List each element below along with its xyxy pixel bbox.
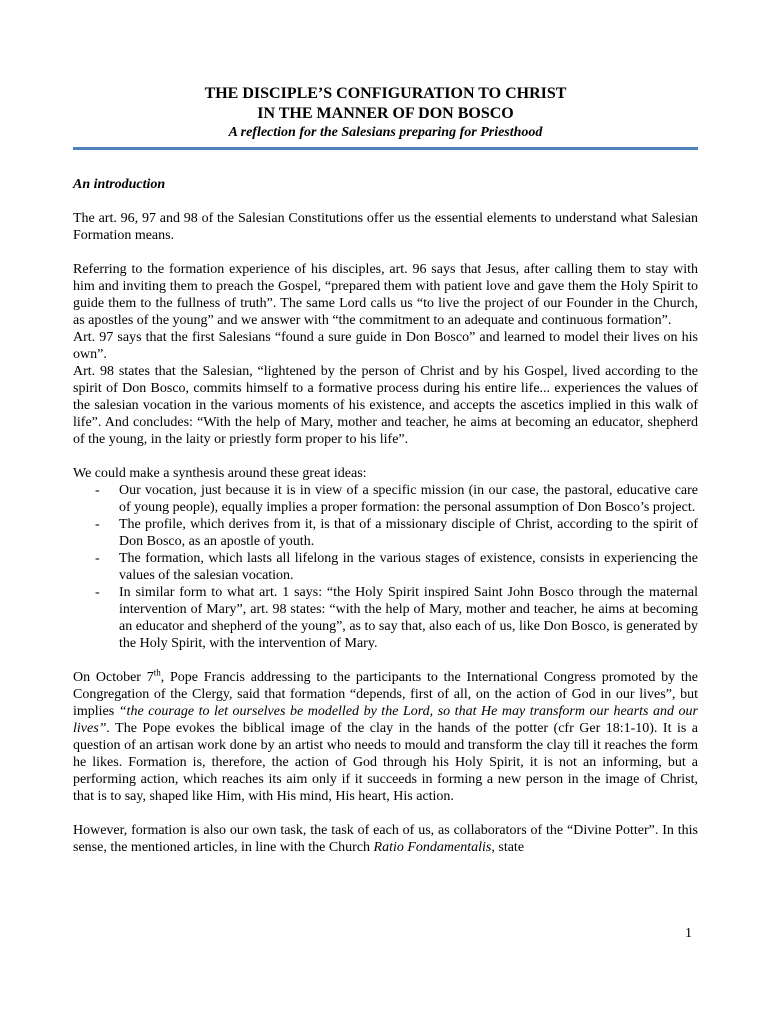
paragraph-3: Art. 97 says that the first Salesians “found a sure guide in Don Bosco” and learned to model their lives on his own”. <box>73 330 698 362</box>
paragraph-7-end: , state <box>491 840 525 855</box>
synthesis-list <box>73 482 698 652</box>
title-line-2: IN THE MANNER OF DON BOSCO <box>257 105 514 122</box>
list-bullet: - <box>95 551 100 566</box>
title-line-1: THE DISCIPLE’S CONFIGURATION TO CHRIST <box>204 85 567 102</box>
list-item-text: In similar form to what art. 1 says: “the Holy Spirit inspired Saint John Bosco through the maternal intervention of Mary”, art. 98 states: “with the help of Mary, mother and teacher, he aims at becoming an educator and shepherd of the young”, as to say that, also each of us, like Don Bosco, is generated by the Holy Spirit, with the intervention of Mary. <box>119 585 698 651</box>
paragraph-7 <box>73 822 698 856</box>
section-heading: An introduction <box>73 177 166 192</box>
list-item-text: The profile, which derives from it, is that of a missionary disciple of Christ, according to the spirit of Don Bosco, as an apostle of youth. <box>119 517 698 549</box>
list-bullet: - <box>95 585 100 600</box>
list-item <box>73 584 698 652</box>
superscript-th: th <box>153 667 161 678</box>
paragraph-6-body: , Pope Francis addressing to the participants to the International Congress promoted by the Congregation of the Clergy, said that formation “depends, first of all, on the action of God in our lives”, but implies <box>73 670 698 719</box>
paragraph-7-start: However, formation is also our own task, the task of each of us, as collaborators of the “Divine Potter”. In this sense, the mentioned articles, in line with the Church <box>73 823 698 855</box>
list-item <box>73 482 698 516</box>
list-item <box>73 516 698 550</box>
paragraph-6-start: On October 7 <box>73 670 154 685</box>
document-page <box>73 84 698 856</box>
paragraph-5: We could make a synthesis around these great ideas: <box>73 466 367 481</box>
paragraph-6-end: The Pope evokes the biblical image of the clay in the hands of the potter (cfr Ger 18:1-10). It is a question of an artisan work done by an artist who needs to mould and transform the clay till it reaches the form he likes. Formation is, therefore, the action of God through his Holy Spirit, it is not an informing, but a performing action, which reaches its aim only if it succeeds in forming a new person in the image of Christ, that is to say, shaped like Him, with His mind, His heart, His action. <box>73 721 698 804</box>
header-rule <box>73 147 698 150</box>
list-bullet: - <box>95 517 100 532</box>
paragraph-2: Referring to the formation experience of his disciples, art. 96 says that Jesus, after calling them to stay with him and inviting them to preach the Gospel, “prepared them with patient love and gave them the Holy Spirit to guide them to the fullness of truth”. The same Lord calls us “to live the project of our Founder in the Church, as apostles of the young” and we answer with “the commitment to an adequate and continuous formation”. <box>73 262 698 328</box>
paragraph-1: The art. 96, 97 and 98 of the Salesian Constitutions offer us the essential elements to understand what Salesian Formation means. <box>73 211 698 243</box>
list-item-text: Our vocation, just because it is in view of a specific mission (in our case, the pastoral, educative care of young people), equally implies a proper formation: the personal assumption of Don Bosco’s project. <box>119 483 698 515</box>
ratio-title: Ratio Fondamentalis <box>373 840 492 855</box>
list-item <box>73 550 698 584</box>
page-number: 1 <box>685 926 692 941</box>
pope-quote: “the courage to let ourselves be modelled by the Lord, so that He may transform our hearts and our lives”. <box>73 704 698 736</box>
list-bullet: - <box>95 483 100 498</box>
paragraph-4: Art. 98 states that the Salesian, “lightened by the person of Christ and by his Gospel, lived according to the spirit of Don Bosco, commits himself to a formative process during his entire life... experiences the values of the salesian vocation in the various moments of his existence, and accepts the ascetics implied in this walk of life”. And concludes: “With the help of Mary, mother and teacher, he aims at becoming an educator, shepherd of the young, in the laity or priestly form proper to his life”. <box>73 364 698 447</box>
list-item-text: The formation, which lasts all lifelong in the various stages of existence, consists in experiencing the values of the salesian vocation. <box>119 551 698 583</box>
paragraph-6 <box>73 669 698 805</box>
subtitle: A reflection for the Salesians preparing for Priesthood <box>228 125 543 140</box>
